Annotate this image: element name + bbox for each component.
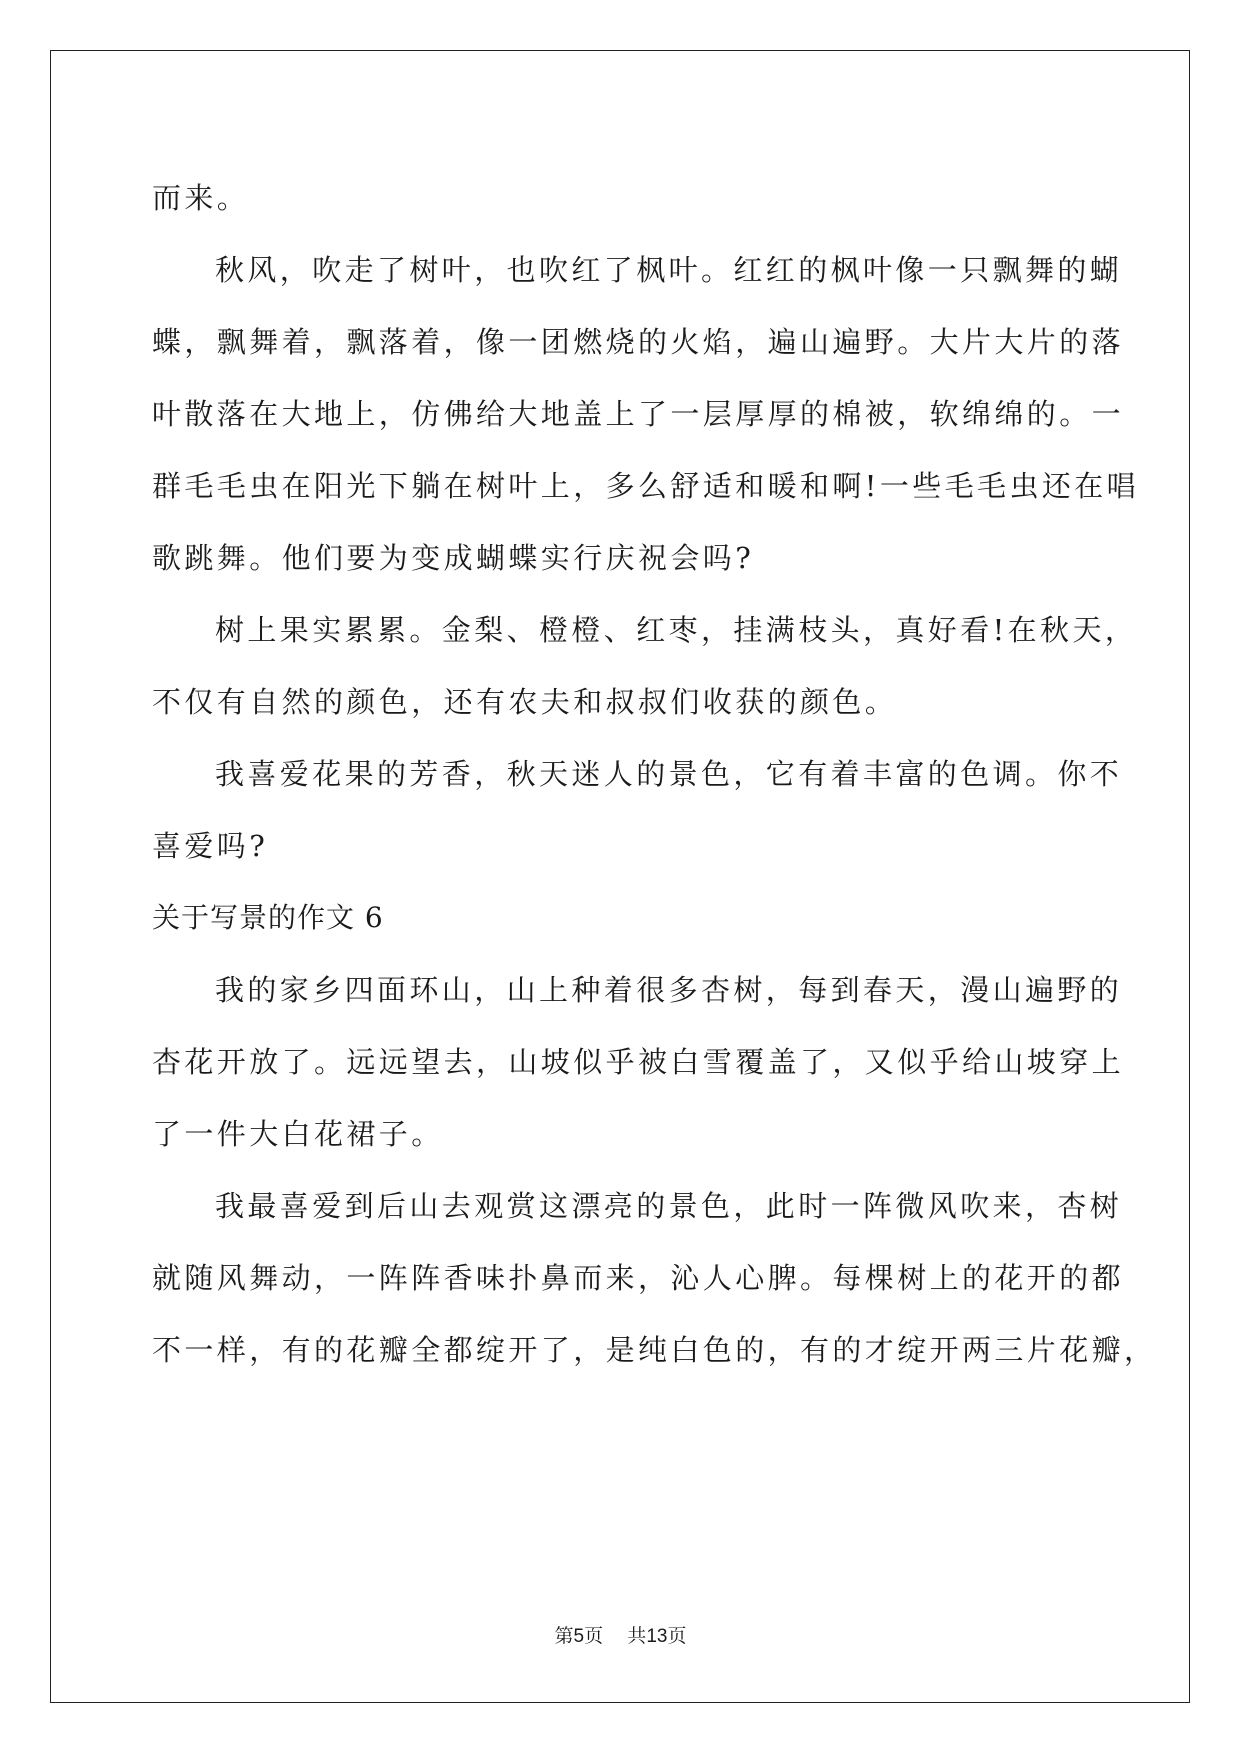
footer-total-suffix: 页 [667, 1625, 687, 1647]
text-line: 杏花开放了。远远望去，山坡似乎被白雪覆盖了，又似乎给山坡穿上 [152, 1045, 1125, 1079]
text-line: 喜爱吗? [152, 829, 269, 863]
paragraph-start-line: 秋风，吹走了树叶，也吹红了枫叶。红红的枫叶像一只飘舞的蝴 [215, 253, 1123, 287]
section-heading: 关于写景的作文 6 [152, 901, 384, 934]
page-footer [0, 1623, 1241, 1650]
current-page-number: 5 [573, 1626, 585, 1647]
text-line: 叶散落在大地上，仿佛给大地盖上了一层厚厚的棉被，软绵绵的。一 [152, 397, 1125, 431]
text-line: 歌跳舞。他们要为变成蝴蝶实行庆祝会吗? [152, 541, 755, 575]
footer-prefix: 第 [554, 1625, 574, 1647]
text-line: 就随风舞动，一阵阵香味扑鼻而来，沁人心脾。每棵树上的花开的都 [152, 1261, 1125, 1295]
text-line: 而来。 [152, 181, 250, 215]
text-line: 不一样，有的花瓣全都绽开了，是纯白色的，有的才绽开两三片花瓣， [152, 1333, 1157, 1367]
paragraph-start-line: 我最喜爱到后山去观赏这漂亮的景色，此时一阵微风吹来，杏树 [215, 1189, 1123, 1223]
paragraph-start-line: 我的家乡四面环山，山上种着很多杏树，每到春天，漫山遍野的 [215, 973, 1123, 1007]
footer-page-suffix: 页 [584, 1625, 604, 1647]
paragraph-start-line: 树上果实累累。金梨、橙橙、红枣，挂满枝头，真好看!在秋天， [215, 613, 1138, 647]
text-line: 群毛毛虫在阳光下躺在树叶上，多么舒适和暖和啊!一些毛毛虫还在唱 [152, 469, 1140, 503]
total-page-count: 13 [646, 1626, 668, 1647]
text-line: 不仅有自然的颜色，还有农夫和叔叔们收获的颜色。 [152, 685, 898, 719]
text-line: 了一件大白花裙子。 [152, 1117, 444, 1151]
text-line: 蝶，飘舞着，飘落着，像一团燃烧的火焰，遍山遍野。大片大片的落 [152, 325, 1125, 359]
document-body [152, 162, 1157, 1386]
paragraph-start-line: 我喜爱花果的芳香，秋天迷人的景色，它有着丰富的色调。你不 [215, 757, 1123, 791]
footer-total-prefix: 共 [627, 1625, 647, 1647]
